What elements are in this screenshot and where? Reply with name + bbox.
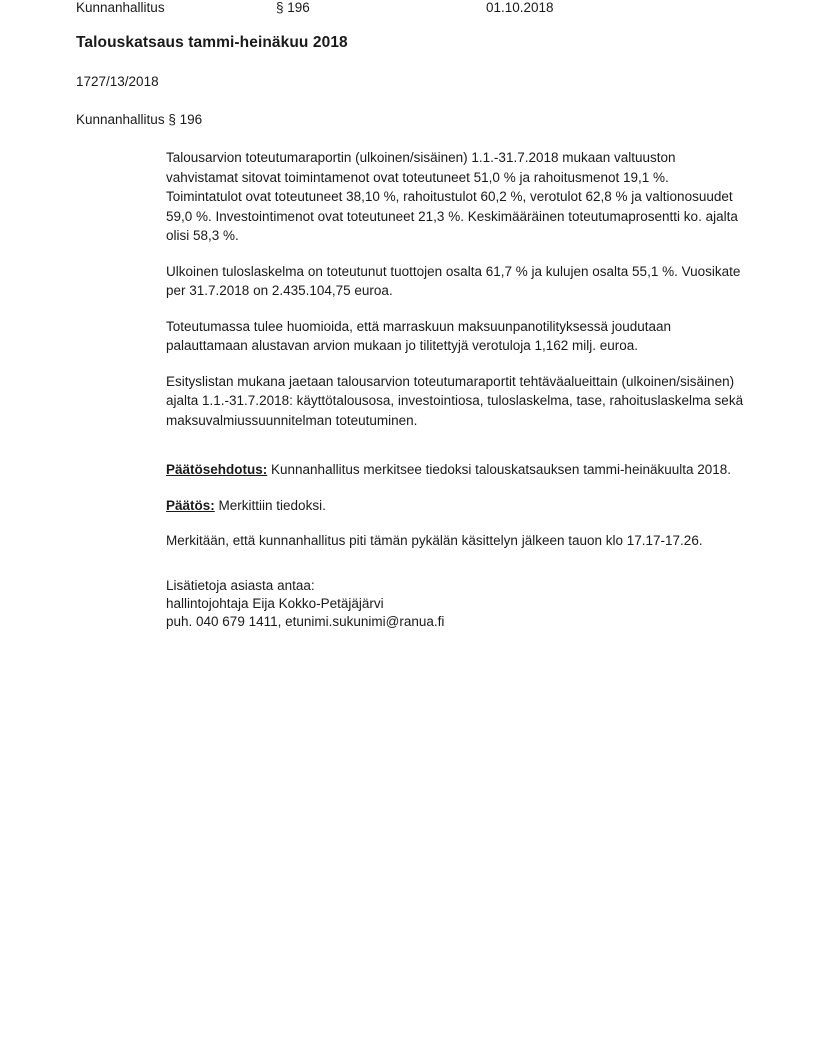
header-organ: Kunnanhallitus: [76, 0, 165, 15]
header-section-number: § 196: [276, 0, 310, 15]
header-date: 01.10.2018: [486, 0, 554, 15]
decision: [166, 496, 746, 516]
decision-label: Päätös:: [166, 497, 215, 513]
contact-block: [166, 577, 746, 631]
organ-section-heading: Kunnanhallitus § 196: [76, 112, 203, 127]
paragraph-budget-execution: Talousarvion toteutumaraportin (ulkoinen/sisäinen) 1.1.-31.7.2018 mukaan valtuuston vahvistamat sitovat toimintamenot ovat toteutuneet 51,0 % ja rahoitusmenot 19,1 %. Toimintatulot ovat toteutuneet 38,10 %, rahoitustulot 60,2 %, verotulot 62,8 % ja valtionosuudet 59,0 %. Investointimenot ovat toteutuneet 21,3 %. Keskimääräinen toteutumaprosentti ko. ajalta olisi 58,3 %.: [166, 150, 738, 243]
decision-proposal: [166, 460, 746, 480]
decision-proposal-text: Kunnanhallitus merkitsee tiedoksi talouskatsauksen tammi-heinäkuulta 2018.: [267, 462, 732, 477]
contact-person: hallintojohtaja Eija Kokko-Petäjäjärvi: [166, 595, 384, 611]
contact-details: puh. 040 679 1411, etunimi.sukunimi@ranua.fi: [166, 613, 445, 629]
section-spacer: [166, 446, 746, 460]
document-header: [76, 0, 776, 22]
contact-intro: Lisätietoja asiasta antaa:: [166, 577, 315, 593]
decision-text: Merkittiin tiedoksi.: [214, 497, 326, 513]
diary-number: 1727/13/2018: [76, 74, 159, 89]
paragraph-break-note: Merkitään, että kunnanhallitus piti tämän pykälän käsittelyn jälkeen tauon klo 17.17-17.26.: [166, 533, 703, 548]
paragraph-attachments: Esityslistan mukana jaetaan talousarvion toteutumaraportit tehtäväalueittain (ulkoinen/sisäinen) ajalta 1.1.-31.7.2018: käyttötalousosa, investointiosa, tuloslaskelma, tase, rahoituslaskelma sekä maksuvalmiussuunnitelman toteutuminen.: [166, 373, 744, 428]
page-title: Talouskatsaus tammi-heinäkuu 2018: [76, 34, 348, 51]
document-body: [166, 148, 746, 631]
paragraph-tax-return: Toteutumassa tulee huomioida, että marraskuun maksuunpanotilityksessä joudutaan palauttamaan alustavan arvion mukaan jo tilitettyjä verotuloja 1,162 milj. euroa.: [166, 318, 672, 353]
paragraph-income-statement: Ulkoinen tuloslaskelma on toteutunut tuottojen osalta 61,7 % ja kulujen osalta 55,1 %. Vuosikate per 31.7.2018 on 2.435.104,75 euroa.: [166, 263, 741, 298]
decision-proposal-label: Päätösehdotus:: [166, 462, 268, 477]
